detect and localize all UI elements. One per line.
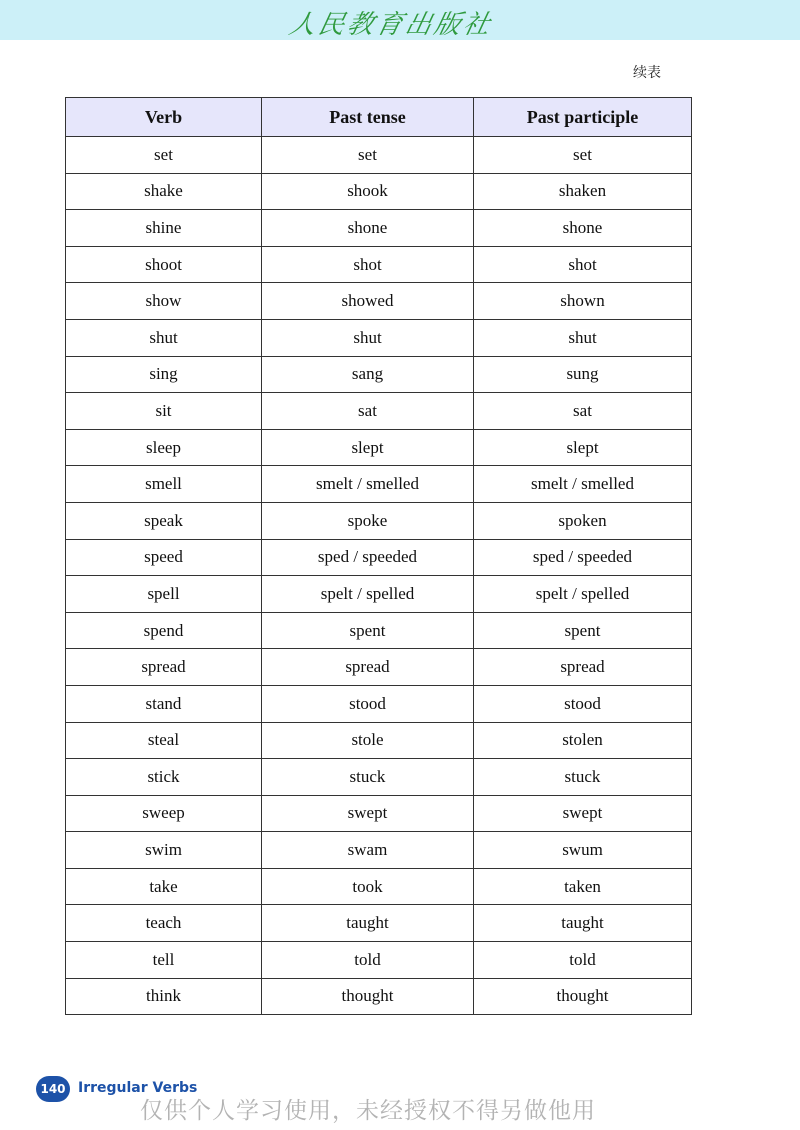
past-tense-cell: shone (262, 210, 474, 247)
verb-cell: take (66, 868, 262, 905)
watermark-text: 仅供个人学习使用，未经授权不得另做他用 (140, 1098, 596, 1124)
past-participle-cell: stolen (474, 722, 692, 759)
table-row (66, 612, 692, 649)
verb-cell: shoot (66, 246, 262, 283)
past-tense-cell: shook (262, 173, 474, 210)
past-tense-cell: showed (262, 283, 474, 320)
past-tense-cell: stole (262, 722, 474, 759)
past-participle-cell: swept (474, 795, 692, 832)
past-tense-cell: spread (262, 649, 474, 686)
verb-cell: tell (66, 942, 262, 979)
verb-cell: spell (66, 576, 262, 613)
table-row (66, 319, 692, 356)
past-participle-cell: shaken (474, 173, 692, 210)
past-tense-cell: spent (262, 612, 474, 649)
past-tense-cell: spoke (262, 502, 474, 539)
verb-cell: sweep (66, 795, 262, 832)
table-row (66, 795, 692, 832)
column-header-past-tense: Past tense (262, 98, 474, 137)
table-row (66, 905, 692, 942)
verb-cell: spend (66, 612, 262, 649)
table-row (66, 210, 692, 247)
past-tense-cell: smelt / smelled (262, 466, 474, 503)
past-participle-cell: sped / speeded (474, 539, 692, 576)
past-participle-cell: sung (474, 356, 692, 393)
verb-cell: sleep (66, 429, 262, 466)
verb-cell: think (66, 978, 262, 1015)
continued-label: 续表 (633, 65, 661, 81)
past-tense-cell: spelt / spelled (262, 576, 474, 613)
past-participle-cell: swum (474, 832, 692, 869)
past-tense-cell: sat (262, 393, 474, 430)
past-participle-cell: taken (474, 868, 692, 905)
column-header-past-participle: Past participle (474, 98, 692, 137)
past-participle-cell: smelt / smelled (474, 466, 692, 503)
past-tense-cell: swam (262, 832, 474, 869)
past-tense-cell: took (262, 868, 474, 905)
past-tense-cell: taught (262, 905, 474, 942)
past-tense-cell: stood (262, 685, 474, 722)
verb-cell: show (66, 283, 262, 320)
past-participle-cell: sat (474, 393, 692, 430)
verb-cell: set (66, 137, 262, 174)
verb-cell: spread (66, 649, 262, 686)
past-participle-cell: spelt / spelled (474, 576, 692, 613)
past-participle-cell: spoken (474, 502, 692, 539)
table-row (66, 173, 692, 210)
past-tense-cell: swept (262, 795, 474, 832)
past-participle-cell: spread (474, 649, 692, 686)
table-row (66, 283, 692, 320)
past-tense-cell: sang (262, 356, 474, 393)
verb-cell: teach (66, 905, 262, 942)
past-participle-cell: slept (474, 429, 692, 466)
table-row (66, 356, 692, 393)
past-participle-cell: stood (474, 685, 692, 722)
verb-cell: steal (66, 722, 262, 759)
table-row (66, 649, 692, 686)
verb-cell: sing (66, 356, 262, 393)
verb-cell: swim (66, 832, 262, 869)
past-participle-cell: stuck (474, 759, 692, 796)
publisher-logo: 人民教育出版社 (286, 10, 496, 40)
past-tense-cell: thought (262, 978, 474, 1015)
section-title: Irregular Verbs (78, 1080, 198, 1096)
past-tense-cell: sped / speeded (262, 539, 474, 576)
table-body (66, 137, 692, 1015)
past-participle-cell: spent (474, 612, 692, 649)
table-row (66, 539, 692, 576)
past-participle-cell: shone (474, 210, 692, 247)
table-row (66, 832, 692, 869)
past-tense-cell: stuck (262, 759, 474, 796)
table-row (66, 685, 692, 722)
table-row (66, 942, 692, 979)
past-tense-cell: slept (262, 429, 474, 466)
past-participle-cell: thought (474, 978, 692, 1015)
table-row (66, 722, 692, 759)
past-tense-cell: shot (262, 246, 474, 283)
irregular-verbs-table (65, 97, 692, 1015)
verb-cell: shake (66, 173, 262, 210)
table-row (66, 137, 692, 174)
past-tense-cell: set (262, 137, 474, 174)
verb-cell: stick (66, 759, 262, 796)
verb-cell: speak (66, 502, 262, 539)
table-header-row (66, 98, 692, 137)
table-row (66, 868, 692, 905)
verb-cell: smell (66, 466, 262, 503)
table-row (66, 576, 692, 613)
past-participle-cell: told (474, 942, 692, 979)
past-participle-cell: set (474, 137, 692, 174)
verb-cell: shut (66, 319, 262, 356)
past-tense-cell: shut (262, 319, 474, 356)
header-band (0, 0, 800, 40)
page-number-badge: 140 (36, 1076, 70, 1102)
table-row (66, 466, 692, 503)
verb-cell: shine (66, 210, 262, 247)
past-participle-cell: shot (474, 246, 692, 283)
table-row (66, 502, 692, 539)
table-row (66, 978, 692, 1015)
column-header-verb: Verb (66, 98, 262, 137)
past-participle-cell: shown (474, 283, 692, 320)
past-tense-cell: told (262, 942, 474, 979)
verb-cell: speed (66, 539, 262, 576)
verb-cell: stand (66, 685, 262, 722)
table-row (66, 429, 692, 466)
table-row (66, 246, 692, 283)
table-row (66, 393, 692, 430)
verb-cell: sit (66, 393, 262, 430)
table-row (66, 759, 692, 796)
past-participle-cell: taught (474, 905, 692, 942)
past-participle-cell: shut (474, 319, 692, 356)
